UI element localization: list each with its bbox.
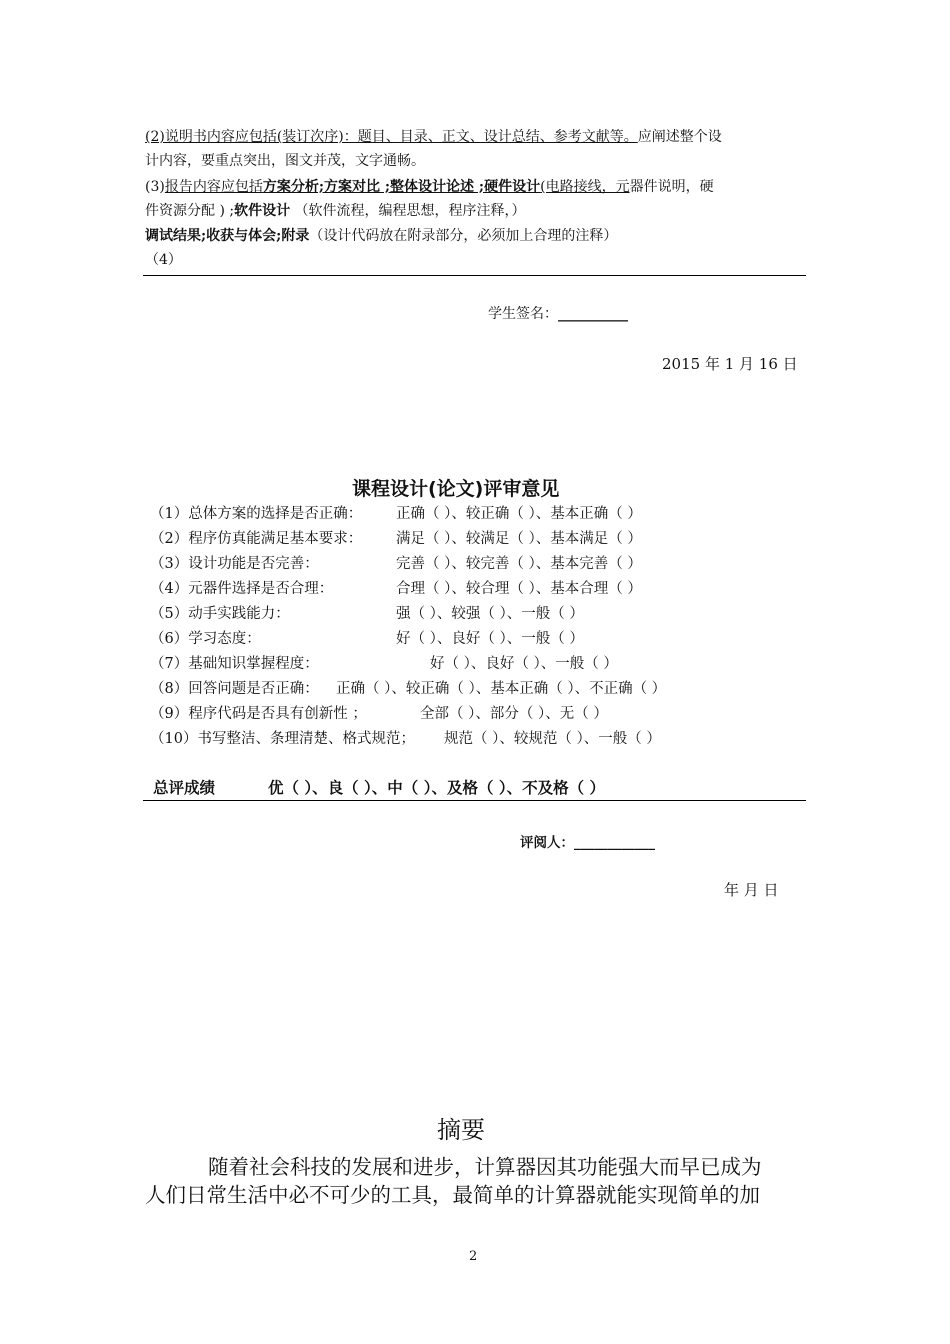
criterion-question: （7）基础知识掌握程度： xyxy=(150,656,319,672)
reviewer-label: 评阅人： xyxy=(520,835,574,851)
requirement-item-3-bold-topics: 方案分析;方案对比 ;整体设计论述 ;硬件设计 xyxy=(262,179,541,195)
overall-grade-options: 优（ ）、良（ ）、中（ ）、及格（ ）、不及格（ ） xyxy=(268,779,605,797)
criterion-options: 好（ ）、良好（ ）、一般（ ） xyxy=(430,656,618,672)
abstract-line-1: 随着社会科技的发展和进步，计算器因其功能强大而早已成为 xyxy=(208,1155,762,1179)
criterion-options: 好（ ）、良好（ ）、一般（ ） xyxy=(396,631,584,647)
criterion-options: 全部（ ）、部分（ ）、无（ ） xyxy=(420,706,608,722)
requirement-item-3-line3 xyxy=(145,223,807,249)
criterion-options: 强（ ）、较强（ ）、一般（ ） xyxy=(396,606,584,622)
requirement-item-3-underline-1: 报告内容应包括 xyxy=(164,179,263,195)
criterion-options: 规范（ ）、较规范（ ）、一般（ ） xyxy=(444,731,661,747)
criterion-row xyxy=(150,502,800,522)
criterion-question: （9）程序代码是否具有创新性 ； xyxy=(150,706,367,722)
criterion-row xyxy=(150,727,800,747)
requirement-item-3-underline-2: (电路接线，元 xyxy=(540,179,630,195)
criterion-options: 完善（ ）、较完善（ ）、基本完善（ ） xyxy=(396,556,642,572)
criterion-options: 正确（ ）、较正确（ ）、基本正确（ ）、不正确（ ） xyxy=(336,681,667,697)
abstract-title: 摘要 xyxy=(437,1116,485,1144)
overall-grade-label: 总评成绩 xyxy=(153,779,216,797)
requirement-item-2-underlined: (2)说明书内容应包括(装订次序)：题目、目录、正文、设计总结、参考文献等。 xyxy=(145,129,638,145)
requirement-item-3-line3-c: （设计代码放在附录部分，必须加上合理的注释） xyxy=(309,228,618,244)
criterion-question: （8）回答问题是否正确： xyxy=(150,681,319,697)
abstract-line-2: 人们日常生活中必不可少的工具，最简单的计算器就能实现简单的加 xyxy=(145,1183,760,1207)
criterion-row xyxy=(150,552,800,572)
overall-grade-divider xyxy=(143,800,806,801)
student-signature xyxy=(488,303,628,323)
criterion-row xyxy=(150,627,800,647)
criterion-question: （2）程序仿真能满足基本要求： xyxy=(150,531,363,547)
criterion-row xyxy=(150,677,800,697)
criterion-options: 合理（ ）、较合理（ ）、基本合理（ ） xyxy=(396,581,642,597)
student-signature-label: 学生签名： xyxy=(488,306,558,322)
requirement-item-2-rest: 应阐述整个设 xyxy=(637,129,722,145)
criterion-question: （5）动手实践能力： xyxy=(150,606,290,622)
requirement-item-4: （4） xyxy=(145,252,182,268)
criterion-question: （4）元器件选择是否合理： xyxy=(150,581,334,597)
criterion-options: 正确（ ）、较正确（ ）、基本正确（ ） xyxy=(396,506,642,522)
review-date: 年 月 日 xyxy=(724,881,779,899)
section-divider xyxy=(143,275,806,276)
criterion-row xyxy=(150,702,800,722)
review-title: 课程设计(论文)评审意见 xyxy=(352,478,560,500)
reviewer-signature xyxy=(520,831,655,851)
requirement-item-3-debug-results: 调试结果;收获与体会;附录 xyxy=(145,228,310,244)
criterion-row xyxy=(150,527,800,547)
requirement-item-3-line2-c: （软件流程，编程思想，程序注释，） xyxy=(290,203,526,219)
requirement-item-3-line2 xyxy=(145,198,807,224)
criterion-question: （1）总体方案的选择是否正确： xyxy=(150,506,363,522)
requirement-item-3-line2-a: 件资源分配 ) ; xyxy=(145,203,235,219)
criterion-row xyxy=(150,652,800,672)
requirement-item-2 xyxy=(145,124,807,150)
requirement-item-3 xyxy=(145,174,807,200)
criterion-row xyxy=(150,602,800,622)
signature-date: 2015 年 1 月 16 日 xyxy=(662,355,798,373)
criterion-question: （3）设计功能是否完善： xyxy=(150,556,319,572)
reviewer-blank[interactable]: ____________ xyxy=(574,835,655,851)
student-signature-blank[interactable]: __________ xyxy=(558,306,628,322)
requirement-item-3-prefix: (3) xyxy=(145,179,165,195)
page-number: 2 xyxy=(469,1249,478,1264)
criterion-options: 满足（ ）、较满足（ ）、基本满足（ ） xyxy=(396,531,642,547)
requirement-item-2-line2: 计内容，要重点突出，图文并茂，文字通畅。 xyxy=(145,153,425,169)
criterion-question: （6）学习态度： xyxy=(150,631,261,647)
criterion-question: （10）书写整洁、条理清楚、格式规范； xyxy=(150,731,415,747)
requirement-item-3-rest: 器件说明，硬 xyxy=(629,179,714,195)
requirement-item-3-software-design: 软件设计 xyxy=(234,203,291,219)
criterion-row xyxy=(150,577,800,597)
